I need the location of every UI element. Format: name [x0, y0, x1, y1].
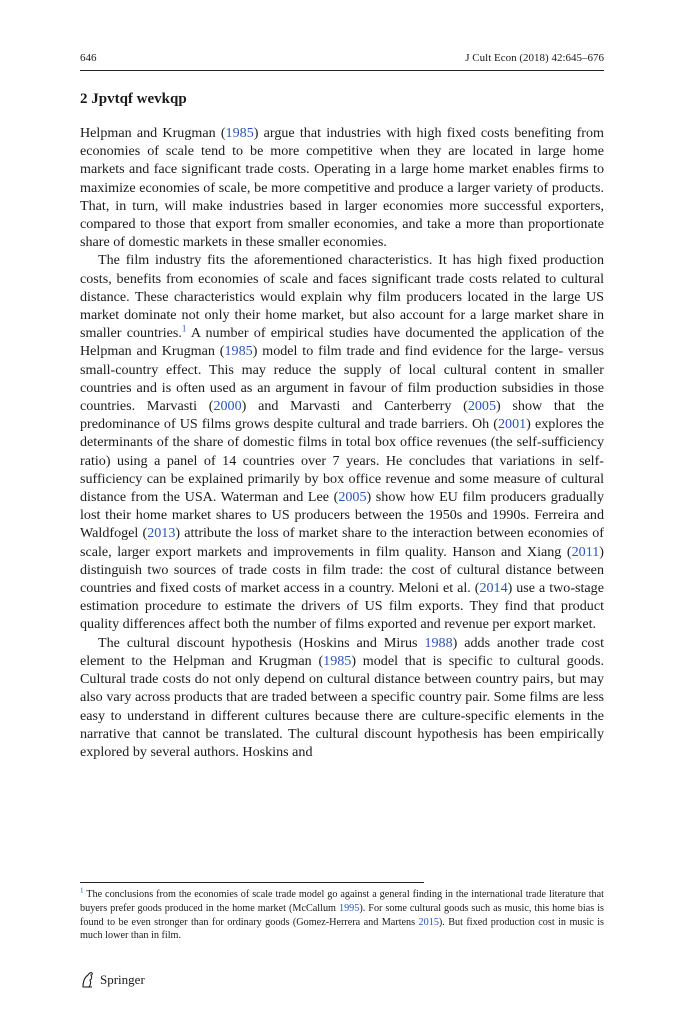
citation-year-link[interactable]: 1988 — [424, 634, 453, 651]
springer-horse-icon — [80, 971, 96, 989]
section-title: Jpvtqf wevkqp — [91, 91, 187, 107]
citation-year-link[interactable]: 2014 — [479, 580, 508, 597]
journal-citation: J Cult Econ (2018) 42:645–676 — [465, 52, 604, 64]
citation-year-link[interactable]: 1995 — [338, 902, 360, 914]
text-run: A number of empirical studies have documented the application of the Helpman and Krugman ( — [80, 325, 604, 360]
citation-year-link[interactable]: 2001 — [497, 416, 527, 433]
footnote-marker[interactable]: 1 — [80, 886, 84, 895]
text-run: The conclusions from the economies of scale trade model go against a general finding in the international trade literature that buyers prefer goods produced in the home market (McCallum — [80, 889, 604, 914]
footnote — [80, 888, 604, 943]
text-run: ) model to film trade and find evidence for the large- versus small-country effect. This may reduce the supply of local cultural content in smaller countries and is often used as an argument in favour of film production subsidies in those countries. Marvasti ( — [80, 343, 604, 415]
citation-year-link[interactable]: 2015 — [418, 916, 439, 928]
text-run: ) adds another trade cost element to the Helpman and Krugman ( — [80, 634, 604, 669]
section-number: 2 — [80, 91, 88, 107]
paragraph — [80, 251, 604, 633]
citation-year-link[interactable]: 2005 — [338, 489, 367, 506]
citation-year-link[interactable]: 2013 — [147, 525, 176, 542]
text-run: ) show that the predominance of US films grows despite cultural and trade barriers. Oh ( — [80, 398, 605, 433]
footnote-marker[interactable]: 1 — [181, 323, 187, 334]
publisher-footer — [80, 971, 145, 989]
citation-year-link[interactable]: 1985 — [323, 652, 352, 669]
text-run: The film industry fits the aforementioned characteristics. It has high fixed production costs, benefits from economies of scale and faces significant trade costs related to cultural distance. These characteristics would explain why film producers located in the large US market dominate not only their home market, but also account for a large market share in smaller countries. — [80, 252, 604, 342]
text-run: The cultural discount hypothesis (Hoskins and Mirus — [98, 634, 425, 651]
citation-year-link[interactable]: 1985 — [225, 125, 254, 141]
footnote-rule — [80, 882, 424, 883]
body-text — [80, 124, 604, 761]
citation-year-link[interactable]: 2005 — [467, 398, 496, 415]
citation-year-link[interactable]: 1985 — [224, 343, 253, 360]
text-run: Helpman and Krugman ( — [80, 125, 226, 141]
text-run: ) attribute the loss of market share to the interaction between economies of scale, larger export markets and improvements in film quality. Hanson and Xiang ( — [80, 525, 604, 560]
text-run: ). For some cultural goods such as music, this home bias is found to be even stronger than for ordinary goods (Gomez-Herrera and Martens — [80, 902, 604, 928]
text-run: ) distinguish two sources of trade costs in film trade: the cost of cultural distance between countries and fixed costs of market access in a country. Meloni et al. ( — [80, 543, 604, 597]
text-run: ) argue that industries with high fixed costs benefiting from economies of scale tend to be more competitive when they are located in large home markets and face significant trade costs. Operating in a large home market enables firms to maximize economies of scale, be more competitive and produce a larger variety of products. That, in turn, will make industries based in larger economies more successful exporters, compared to those that export from smaller economies, and take a more than proportionate share of domestic markets in these smaller economies. — [80, 125, 604, 251]
paragraph — [80, 634, 604, 761]
citation-year-link[interactable]: 2000 — [213, 398, 242, 415]
text-run: ) show how EU film producers gradually lost their home market shares to US producers between the 1950s and 1990s. Ferreira and Waldfogel ( — [80, 489, 604, 542]
text-run: ) explores the determinants of the share of domestic films in total box office revenues (the self-sufficiency ratio) using a panel of 14 countries over 7 years. He concludes that variations in self-sufficiency can be explained primarily by box office revenue and some measure of cultural distance from the USA. Waterman and Lee ( — [80, 416, 604, 506]
publisher-name: Springer — [100, 972, 145, 987]
section-heading — [80, 91, 187, 108]
running-header — [80, 50, 604, 71]
text-run: ) model that is specific to cultural goods. Cultural trade costs do not only depend on cultural distance between country pairs, but may also vary across products that are traded between a specific country pair. Some films are less easy to understand in different cultures because there are culture-specific elements in the narrative that cannot be translated. The cultural discount hypothesis has been empirically explored by several authors. Hoskins and — [80, 652, 604, 760]
citation-year-link[interactable]: 2011 — [571, 543, 600, 560]
page-number: 646 — [80, 52, 97, 64]
paragraph — [80, 124, 604, 251]
text-run: ). But fixed production cost in music is much lower than in film. — [80, 916, 604, 942]
text-run: ) and Marvasti and Canterberry ( — [241, 398, 468, 415]
text-run: ) use a two-stage estimation procedure to estimate the drivers of US film exports. They find that product quality differences affect both the number of films exported and revenue per export market. — [80, 580, 604, 633]
